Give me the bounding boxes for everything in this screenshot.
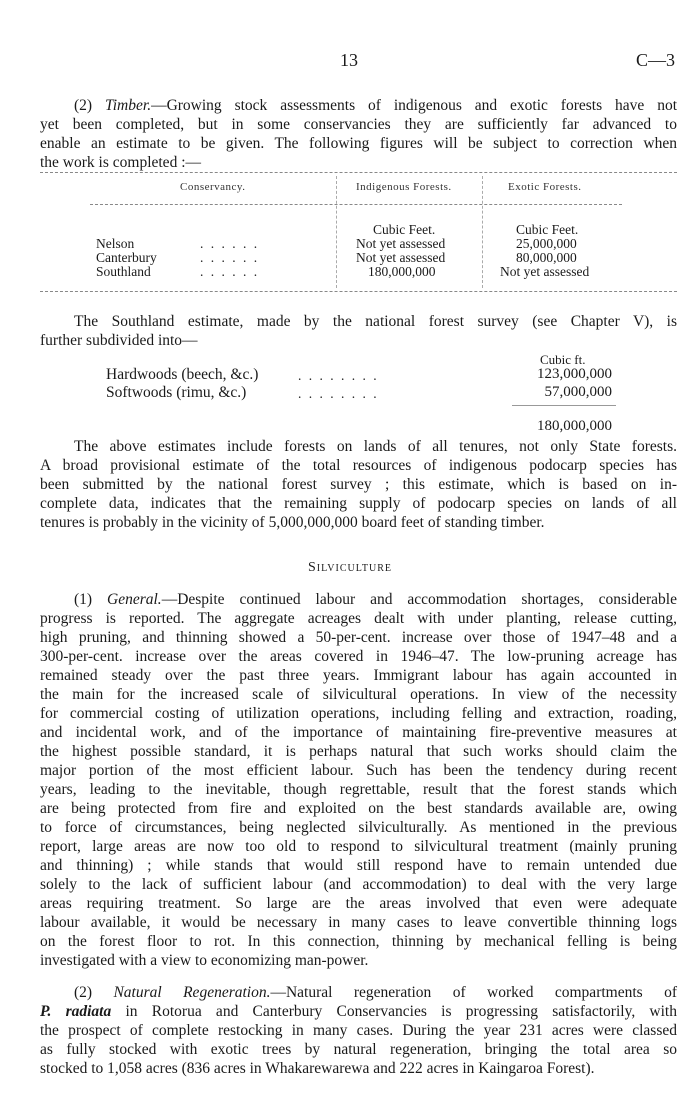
subtotal-rule bbox=[512, 405, 616, 406]
general-line: and incidental work, and of the importance of maintaining fire-preventive measures at bbox=[40, 724, 677, 741]
general-line: 300-per-cent. increase over the areas covered in 1946–47. The low-pruning acreage has bbox=[40, 648, 677, 665]
natural-line: as fully stocked with exotic trees by natural regeneration, bringing the total area so bbox=[40, 1041, 677, 1058]
subdivision-leader: . . . . . . . . bbox=[298, 368, 379, 383]
subdivision-leader: . . . . . . . . bbox=[298, 386, 379, 401]
document-code: C—3 bbox=[636, 50, 676, 70]
general-line: report, large areas are now too old to respond to silvicultural treatment (mainly pruning bbox=[40, 838, 677, 855]
general-line: labour available, it would be necessary in many cases to leave convertible thinning logs bbox=[40, 914, 677, 931]
estimates-line: The above estimates include forests on lands of all tenures, not only State forests. bbox=[74, 438, 677, 455]
general-line-1 bbox=[40, 590, 677, 609]
general-line: on the forest floor to rot. In this connection, thinning by mechanical felling is being bbox=[40, 933, 677, 950]
southland-line-2: further subdivided into— bbox=[40, 332, 198, 349]
species-name: P. radiata bbox=[40, 1003, 112, 1020]
general-line: for commercial costing of utilization operations, including felling and extraction, roading, bbox=[40, 705, 677, 722]
row-conservancy: Southland bbox=[96, 264, 151, 279]
general-heading: General. bbox=[107, 591, 162, 608]
table-col-divider-2 bbox=[482, 176, 483, 288]
general-line: solely to the lack of sufficient labour (and accommodation) to deal with the very large bbox=[40, 876, 677, 893]
subdivision-label: Hardwoods (beech, &c.) bbox=[106, 366, 259, 383]
natural-regeneration-paragraph bbox=[40, 983, 677, 1078]
timber-line-2: yet been completed, but in some conservancies they are sufficiently far advanced to bbox=[40, 116, 677, 133]
section-title: Silviculture bbox=[307, 560, 393, 575]
table-bottom-rule bbox=[40, 291, 677, 292]
general-line: to force of circumstances, being neglected silviculturally. As mentioned in the previous bbox=[40, 819, 677, 836]
natural-line: the prospect of complete restocking in many cases. During the year 231 acres were classed bbox=[40, 1022, 677, 1039]
general-line: remained steady over the past three years. Immigrant labour has again accounted in bbox=[40, 667, 677, 684]
table-top-rule bbox=[40, 172, 677, 173]
table-header-rule bbox=[90, 204, 622, 205]
estimates-line: tenures is probably in the vicinity of 5,000,000,000 board feet of standing timber. bbox=[40, 514, 545, 531]
col-header-indigenous: Indigenous Forests. bbox=[356, 181, 452, 193]
general-line: high pruning, and thinning showed a 50-per-cent. increase over those of 1947–48 and a bbox=[40, 629, 677, 646]
timber-line-3: enable an estimate to be given. The following figures will be subject to correction when bbox=[40, 135, 677, 152]
natural-heading: Natural Regeneration. bbox=[113, 984, 271, 1001]
general-line: investigated with a view to economizing man-power. bbox=[40, 952, 369, 969]
row-exotic: Not yet assessed bbox=[500, 264, 590, 279]
timber-line-1 bbox=[40, 96, 677, 115]
timber-line-4: the work is completed :— bbox=[40, 154, 201, 171]
subdivision-total: 180,000,000 bbox=[537, 418, 612, 434]
estimates-line: been submitted by the national forest survey ; this estimate, which is based on in- bbox=[40, 476, 677, 493]
general-line: are being protected from fire and exploited on the best standards available are, owing bbox=[40, 800, 677, 817]
row-exotic: 25,000,000 bbox=[516, 236, 577, 251]
southland-line-1: The Southland estimate, made by the national forest survey (see Chapter V), is bbox=[74, 313, 677, 330]
row-indigenous: Not yet assessed bbox=[356, 250, 446, 265]
subdivision-value: 123,000,000 bbox=[537, 366, 612, 382]
row-indigenous: 180,000,000 bbox=[368, 264, 436, 279]
general-line: and thinning) ; while stands that would still respond have to remain untended due bbox=[40, 857, 677, 874]
timber-heading: Timber. bbox=[104, 97, 152, 114]
general-line: the highest possible standard, it is perhaps natural that such works should claim the bbox=[40, 743, 677, 760]
natural-line: stocked to 1,058 acres (836 acres in Whakarewarewa and 222 acres in Kaingaroa Forest). bbox=[40, 1060, 595, 1077]
general-line: the main for the increased scale of silvicultural operations. In view of the necessity bbox=[40, 686, 677, 703]
row-leader: . . . . . . bbox=[200, 250, 260, 265]
estimates-line: complete data, indicates that the remaining supply of podocarp species on lands of all bbox=[40, 495, 677, 512]
col-header-conservancy: Conservancy. bbox=[180, 181, 246, 193]
timber-line-text: —Growing stock assessments of indigenous and exotic forests have not bbox=[151, 97, 678, 114]
natural-line-2-text: in Rotorua and Canterbury Conservancies is progressing satisfactorily, with bbox=[111, 1003, 677, 1020]
row-exotic: 80,000,000 bbox=[516, 250, 577, 265]
natural-line-text: —Natural regeneration of worked compartments of bbox=[270, 984, 677, 1001]
row-conservancy: Nelson bbox=[96, 236, 135, 251]
timber-number: (2) bbox=[74, 97, 93, 114]
timber-paragraph bbox=[40, 96, 677, 172]
row-indigenous: Not yet assessed bbox=[356, 236, 446, 251]
table-col-divider-1 bbox=[336, 176, 337, 288]
unit-indigenous: Cubic Feet. bbox=[373, 222, 436, 237]
estimates-paragraph bbox=[40, 437, 677, 532]
southland-paragraph bbox=[40, 312, 677, 350]
row-leader: . . . . . . bbox=[200, 236, 260, 251]
subdivision-unit: Cubic ft. bbox=[540, 352, 586, 367]
subdivision-label: Softwoods (rimu, &c.) bbox=[106, 384, 247, 401]
row-conservancy: Canterbury bbox=[96, 250, 157, 265]
general-paragraph bbox=[40, 590, 677, 970]
general-line: years, leading to the inevitable, though regrettable, result that the forest stands which bbox=[40, 781, 677, 798]
estimates-line: A broad provisional estimate of the total resources of indigenous podocarp species has bbox=[40, 457, 677, 474]
general-line: progress is reported. The aggregate acreages dealt with under planting, release cutting, bbox=[40, 610, 677, 627]
general-line: major portion of the most efficient labour. Such has been the tendency during recent bbox=[40, 762, 677, 779]
col-header-exotic: Exotic Forests. bbox=[508, 181, 582, 193]
general-number: (1) bbox=[74, 591, 93, 608]
row-leader: . . . . . . bbox=[200, 264, 260, 279]
general-line-text: —Despite continued labour and accommodation shortages, considerable bbox=[161, 591, 677, 608]
unit-exotic: Cubic Feet. bbox=[516, 222, 579, 237]
natural-line-1 bbox=[40, 983, 677, 1002]
natural-number: (2) bbox=[74, 984, 93, 1001]
natural-line-2 bbox=[40, 1002, 677, 1021]
page-number: 13 bbox=[340, 50, 358, 70]
general-line: areas requiring treatment. So large are the areas involved that even were adequate bbox=[40, 895, 677, 912]
subdivision-value: 57,000,000 bbox=[544, 384, 612, 400]
